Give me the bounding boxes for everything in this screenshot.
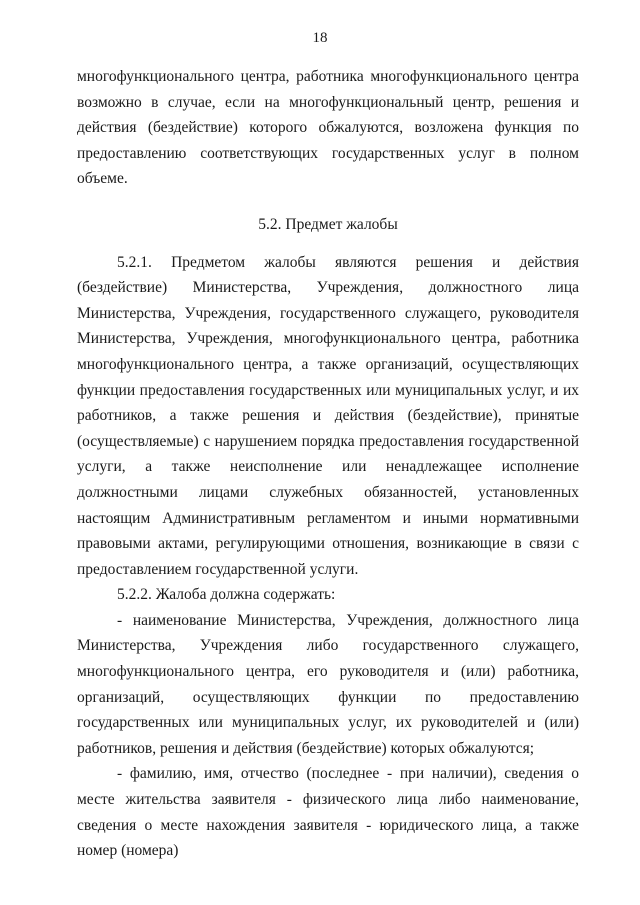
paragraph-5-2-1: 5.2.1. Предметом жалобы являются решения и действия (бездействие) Министерства, Учреждения, должностного лица Министерства, Учреждения, государственного служащего, руководителя Министерства, Учреждения, многофункционального центра, работника многофункционального центра, а также организаций, осуществляющих функции предоставления государственных или муниципальных услуг, и их работников, а также решения и действия (бездействие), принятые (осуществляемые) с нарушением порядка предоставления государственной услуги, а также неисполнение или ненадлежащее исполнение должностными лицами служебных обязанностей, установленных настоящим Административным регламентом и иными нормативными правовыми актами, регулирующими отношения, возникающие в связи с предоставлением государственной услуги. — [77, 253, 579, 578]
list-item-applicant-details: - фамилию, имя, отчество (последнее - при наличии), сведения о месте жительства заявителя - физического лица либо наименование, сведения о месте нахождения заявителя - юридического лица, а также номер (номера) — [77, 765, 579, 860]
document-body — [77, 64, 579, 864]
page-number: 18 — [312, 30, 328, 46]
list-item-naming: - наименование Министерства, Учреждения, должностного лица Министерства, Учреждения либо государственного служащего, многофункционального центра, его руководителя и (или) работника, организаций, осуществляющих функции по предоставлению государственных или муниципальных услуг, их руководителей и (или) работников, решения и действия (бездействие) которых обжалуются; — [77, 611, 579, 757]
intro-paragraph: многофункционального центра, работника многофункционального центра возможно в случае, если на многофункциональный центр, решения и действия (бездействие) которого обжалуются, возложена функция по предоставлению соответствующих государственных услуг в полном объеме. — [77, 68, 579, 188]
paragraph-5-2-2: 5.2.2. Жалоба должна содержать: — [117, 586, 336, 604]
section-heading: 5.2. Предмет жалобы — [258, 215, 398, 233]
